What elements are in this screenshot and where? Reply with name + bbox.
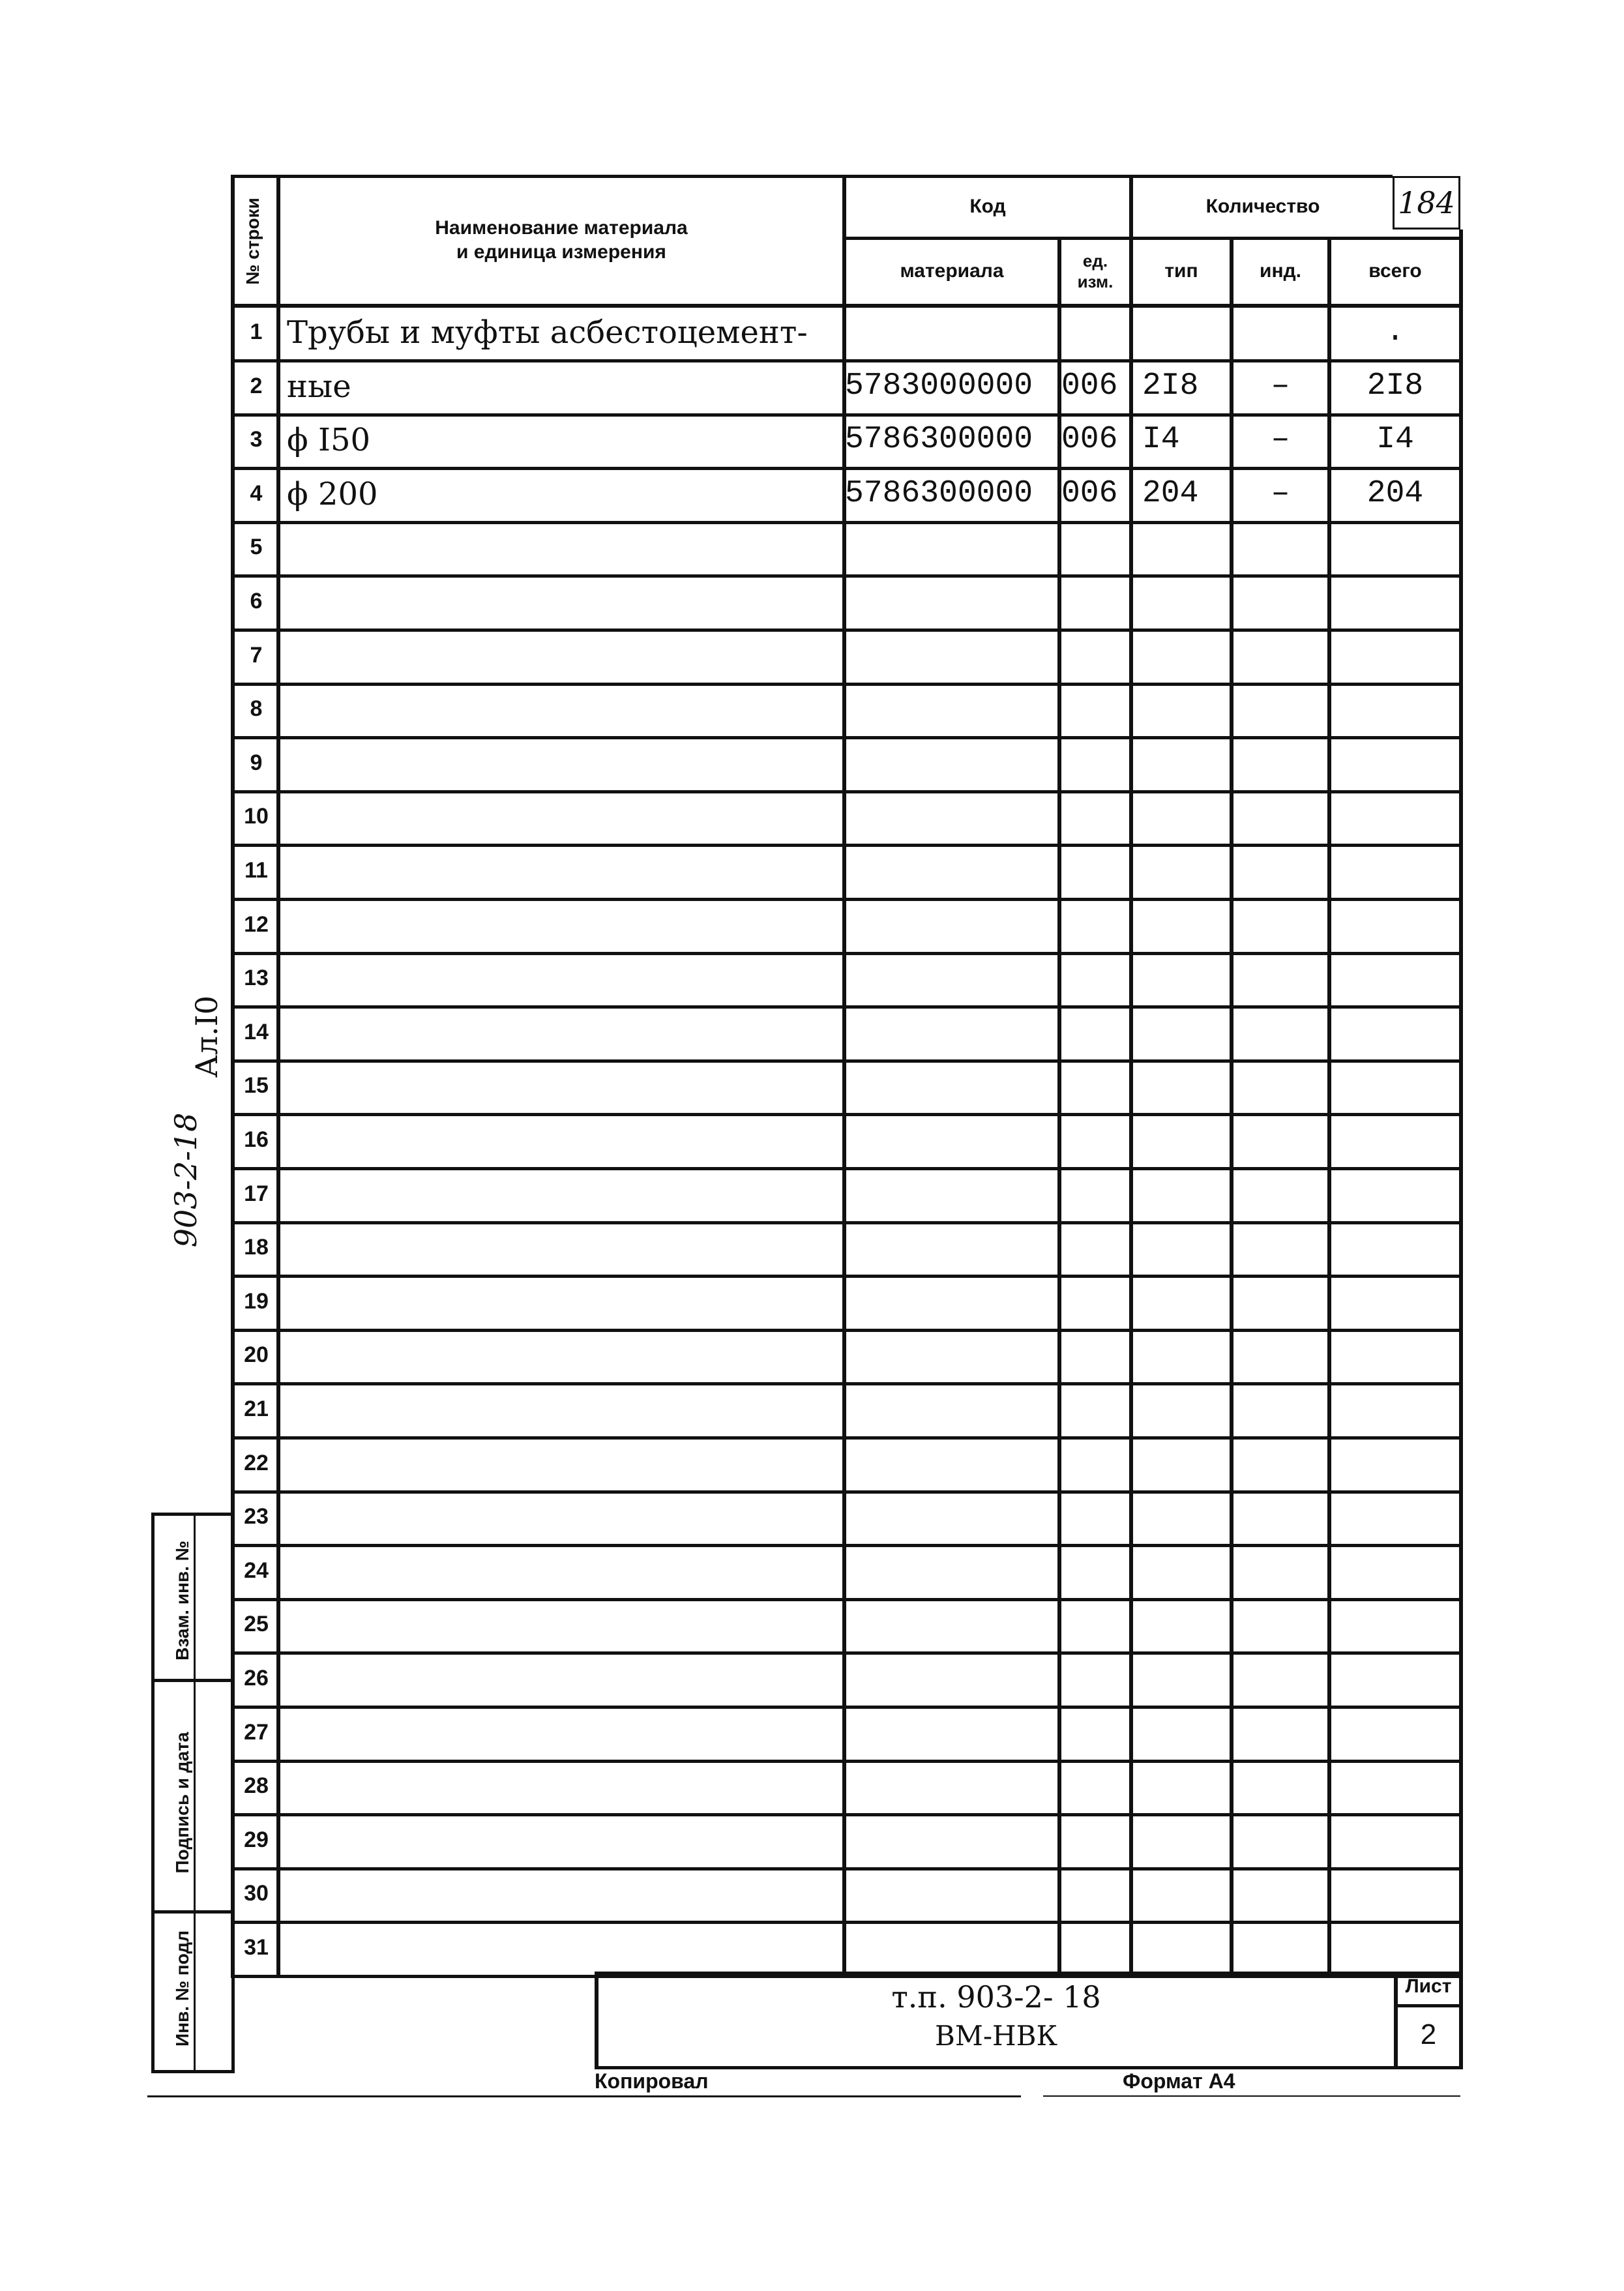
row-line — [231, 467, 1463, 470]
row-line — [231, 1005, 1463, 1009]
cell-type: I4 — [1142, 422, 1180, 457]
cell-total: I4 — [1376, 422, 1414, 457]
footer-copied: Копировал — [595, 2069, 709, 2093]
header-unit: ед. изм. — [1077, 250, 1114, 291]
sheet-label: Лист — [1405, 1975, 1452, 1997]
row-line — [231, 413, 1463, 417]
row-line — [231, 736, 1463, 739]
row-number: 12 — [244, 912, 269, 937]
row-number: 23 — [244, 1504, 269, 1529]
row-number: 14 — [244, 1020, 269, 1044]
row-line — [231, 574, 1463, 578]
header-name: Наименование материала и единица измерения — [435, 216, 688, 263]
header-code: Код — [969, 196, 1006, 218]
bottom-frame-line-right — [1043, 2095, 1460, 2097]
cell-total: 204 — [1366, 476, 1424, 511]
row-number: 7 — [250, 643, 263, 668]
cell-name: ные — [287, 368, 351, 405]
row-number: 5 — [250, 535, 263, 559]
row-line — [231, 521, 1463, 524]
row-number: 21 — [244, 1397, 269, 1421]
title-block-line2: ВМ-НВК — [934, 2020, 1058, 2052]
cell-total: . — [1385, 314, 1405, 349]
row-number: 22 — [244, 1451, 269, 1475]
row-line — [231, 1382, 1463, 1385]
row-number: 19 — [244, 1289, 269, 1314]
row-line — [231, 1329, 1463, 1332]
header-ind: инд. — [1260, 260, 1301, 282]
row-line — [231, 1059, 1463, 1063]
row-number: 24 — [244, 1558, 269, 1583]
row-line — [231, 1275, 1463, 1278]
cell-code: 5786300000 — [845, 422, 1033, 457]
stamp-vzam-inv: Взам. инв. № — [172, 1541, 192, 1661]
row-line — [231, 1921, 1463, 1924]
row-number: 15 — [244, 1073, 269, 1098]
row-line — [231, 1490, 1463, 1494]
cell-ind: – — [1271, 368, 1290, 404]
doc-reference: 903-2-18 — [168, 1112, 203, 1248]
row-number: 17 — [244, 1181, 269, 1206]
cell-code: 5783000000 — [845, 368, 1033, 404]
title-block-sheet-line — [1394, 2004, 1463, 2007]
cell-unit: 006 — [1061, 422, 1118, 457]
row-line — [231, 1221, 1463, 1224]
sheet-number: 2 — [1420, 2018, 1437, 2050]
row-number: 28 — [244, 1773, 269, 1798]
page-number-box — [1393, 176, 1460, 229]
title-block-line1: т.п. 903-2- 18 — [891, 1979, 1101, 2015]
header-quantity: Количество — [1205, 196, 1320, 218]
row-number: 30 — [244, 1881, 269, 1906]
row-line — [231, 1113, 1463, 1116]
cell-name: ϕ I50 — [287, 422, 371, 458]
footer-format: Формат А4 — [1123, 2069, 1235, 2093]
row-line — [231, 790, 1463, 793]
stamp-inv-original: Инв. № подл — [172, 1930, 192, 2047]
row-line — [231, 1706, 1463, 1709]
cell-ind: – — [1271, 476, 1290, 511]
row-number: 29 — [244, 1827, 269, 1852]
row-number: 3 — [250, 427, 263, 452]
row-line — [231, 844, 1463, 847]
cell-ind: – — [1271, 422, 1290, 457]
cell-type: 204 — [1142, 476, 1199, 511]
row-line — [231, 628, 1463, 632]
cell-unit: 006 — [1061, 368, 1118, 404]
row-number: 1 — [250, 319, 263, 344]
row-line — [231, 1760, 1463, 1763]
row-line — [231, 1544, 1463, 1547]
row-line — [231, 1867, 1463, 1870]
page-number: 184 — [1398, 185, 1455, 220]
row-line — [231, 359, 1463, 362]
row-number: 27 — [244, 1720, 269, 1745]
cell-name: Трубы и муфты асбестоцемент- — [287, 314, 808, 351]
row-line — [231, 1598, 1463, 1601]
table-border-right — [1459, 229, 1463, 2069]
row-line — [231, 683, 1463, 686]
row-number: 6 — [250, 589, 263, 613]
row-number: 18 — [244, 1235, 269, 1260]
row-line — [231, 1651, 1463, 1655]
row-number: 31 — [244, 1935, 269, 1960]
row-number: 11 — [244, 858, 268, 883]
row-number: 26 — [244, 1666, 269, 1691]
row-number: 8 — [250, 696, 263, 721]
row-number: 25 — [244, 1612, 269, 1636]
cell-type: 2I8 — [1142, 368, 1199, 404]
bottom-frame-line — [147, 2095, 1021, 2097]
row-line — [231, 1813, 1463, 1816]
row-number: 9 — [250, 750, 263, 775]
header-type: тип — [1164, 260, 1198, 282]
row-number: 4 — [250, 481, 263, 506]
cell-unit: 006 — [1061, 476, 1118, 511]
header-bottom-line — [231, 304, 1463, 308]
header-material: материала — [900, 260, 1004, 282]
album-reference: Ал.I0 — [189, 995, 224, 1078]
row-line — [231, 1436, 1463, 1440]
cell-name: ϕ 200 — [287, 476, 378, 512]
row-number: 10 — [244, 804, 269, 829]
row-line — [231, 1167, 1463, 1170]
row-line — [231, 952, 1463, 955]
row-number: 16 — [244, 1127, 269, 1152]
cell-total: 2I8 — [1366, 368, 1424, 404]
row-number: 13 — [244, 966, 269, 990]
header-row-number: № строки — [243, 198, 263, 285]
cell-code: 5786300000 — [845, 476, 1033, 511]
row-line — [231, 898, 1463, 901]
header-total: всего — [1368, 260, 1422, 282]
row-number: 20 — [244, 1342, 269, 1367]
stamp-signature-date: Подпись и дата — [172, 1732, 192, 1874]
row-number: 2 — [250, 374, 263, 398]
